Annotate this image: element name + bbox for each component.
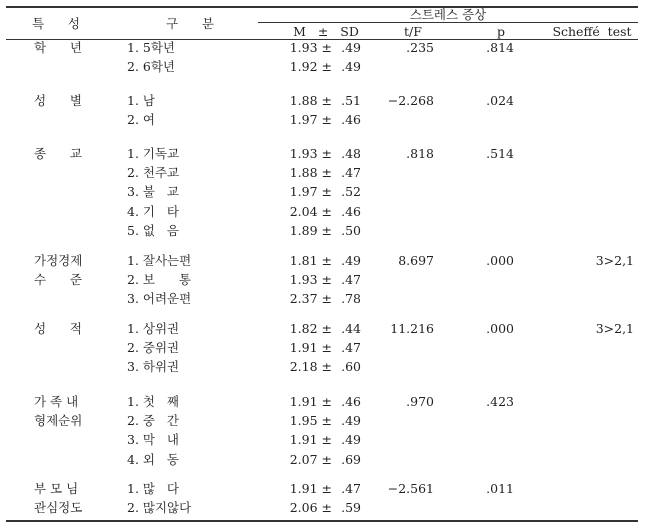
p-cell: .000: [486, 321, 514, 336]
mean-cell: 1.81 ±: [289, 253, 332, 268]
mean-cell: 1.97 ±: [289, 184, 332, 200]
category-cell: 1. 5학년: [127, 40, 176, 55]
category-cell: 2. 보 통: [127, 272, 191, 288]
header-characteristic: 특 성: [32, 16, 80, 31]
category-cell: 1. 상위권: [127, 321, 180, 336]
category-cell: 2. 많지않다: [127, 500, 192, 516]
header-scheffe: Scheffé test: [552, 24, 632, 39]
category-cell: 1. 첫 째: [127, 394, 179, 409]
sd-cell: .46: [341, 203, 361, 219]
category-cell: 1. 많 다: [127, 481, 179, 496]
sd-cell: .47: [341, 272, 361, 288]
mean-cell: 2.04 ±: [289, 203, 332, 219]
sd-cell: .47: [341, 165, 361, 181]
p-cell: .024: [486, 93, 514, 108]
p-cell: .011: [486, 481, 514, 496]
tf-cell: −2.268: [387, 93, 434, 108]
category-cell: 2. 천주교: [127, 165, 180, 181]
tf-cell: .235: [406, 40, 434, 55]
group-label: 가정경제: [34, 253, 83, 268]
sd-cell: .60: [341, 359, 361, 375]
sd-cell: .49: [341, 413, 361, 429]
header-stress-symptoms: 스트레스 증상: [409, 7, 487, 22]
group-label: 성 적: [34, 321, 82, 336]
mean-cell: 2.18 ±: [289, 359, 332, 375]
header-mean-sd: M ± SD: [293, 24, 359, 39]
mean-cell: 1.97 ±: [289, 112, 332, 128]
sd-cell: .47: [341, 340, 361, 356]
category-cell: 2. 6학년: [127, 59, 176, 75]
sd-cell: .48: [341, 146, 361, 161]
tf-cell: 8.697: [398, 253, 434, 268]
sd-cell: .49: [341, 40, 361, 55]
sd-cell: .47: [341, 481, 361, 496]
category-cell: 1. 남: [127, 93, 155, 108]
mean-cell: 1.88 ±: [289, 165, 332, 181]
header-category: 구 분: [166, 16, 214, 31]
mean-cell: 1.88 ±: [289, 93, 332, 108]
category-cell: 3. 막 내: [127, 432, 179, 448]
category-cell: 2. 중위권: [127, 340, 180, 356]
sd-cell: .44: [341, 321, 361, 336]
category-cell: 3. 하위권: [127, 359, 180, 375]
sd-cell: .49: [341, 432, 361, 448]
group-label: 학 년: [34, 40, 82, 55]
sd-cell: .49: [341, 253, 361, 268]
tf-cell: .818: [406, 146, 434, 161]
group-label: 부 모 님: [34, 481, 79, 496]
category-cell: 1. 기독교: [127, 146, 180, 161]
category-cell: 3. 어려운편: [127, 291, 192, 307]
mean-cell: 1.89 ±: [289, 222, 332, 238]
group-label: 형제순위: [34, 413, 83, 429]
sd-cell: .52: [341, 184, 361, 200]
p-cell: .514: [486, 146, 514, 161]
scheffe-cell: 3>2,1: [595, 253, 634, 268]
mean-cell: 1.93 ±: [289, 40, 332, 55]
mean-cell: 1.95 ±: [289, 413, 332, 429]
mean-cell: 1.93 ±: [289, 146, 332, 161]
sd-cell: .59: [341, 500, 361, 516]
mean-cell: 1.91 ±: [289, 481, 332, 496]
header-p: p: [496, 24, 505, 39]
group-label: 종 교: [34, 146, 82, 161]
p-cell: .000: [486, 253, 514, 268]
category-cell: 1. 잘사는편: [127, 253, 192, 268]
category-cell: 4. 기 타: [127, 203, 179, 219]
scheffe-cell: 3>2,1: [595, 321, 634, 336]
category-cell: 2. 여: [127, 112, 155, 128]
sd-cell: .49: [341, 59, 361, 75]
group-label: 수 준: [34, 272, 82, 288]
tf-cell: 11.216: [390, 321, 434, 336]
bottom-rule: [6, 520, 638, 522]
p-cell: .814: [486, 40, 514, 55]
tf-cell: .970: [406, 394, 434, 409]
group-label: 관심정도: [34, 500, 83, 516]
mean-cell: 1.91 ±: [289, 340, 332, 356]
sd-cell: .69: [341, 451, 361, 467]
sd-cell: .78: [341, 291, 361, 307]
p-cell: .423: [486, 394, 514, 409]
sd-cell: .50: [341, 222, 361, 238]
category-cell: 4. 외 동: [127, 451, 179, 467]
header-tf: t/F: [404, 24, 422, 39]
group-label: 성 별: [34, 93, 82, 108]
mean-cell: 1.93 ±: [289, 272, 332, 288]
sd-cell: .46: [341, 394, 361, 409]
sd-cell: .46: [341, 112, 361, 128]
mean-cell: 2.06 ±: [289, 500, 332, 516]
tf-cell: −2.561: [387, 481, 434, 496]
group-label: 가 족 내: [34, 394, 79, 409]
sd-cell: .51: [341, 93, 361, 108]
category-cell: 3. 불 교: [127, 184, 179, 200]
mean-cell: 1.92 ±: [289, 59, 332, 75]
mean-cell: 2.07 ±: [289, 451, 332, 467]
mean-cell: 1.91 ±: [289, 394, 332, 409]
category-cell: 5. 없 음: [127, 222, 179, 238]
category-cell: 2. 중 간: [127, 413, 179, 429]
mean-cell: 1.82 ±: [289, 321, 332, 336]
mean-cell: 2.37 ±: [289, 291, 332, 307]
mean-cell: 1.91 ±: [289, 432, 332, 448]
